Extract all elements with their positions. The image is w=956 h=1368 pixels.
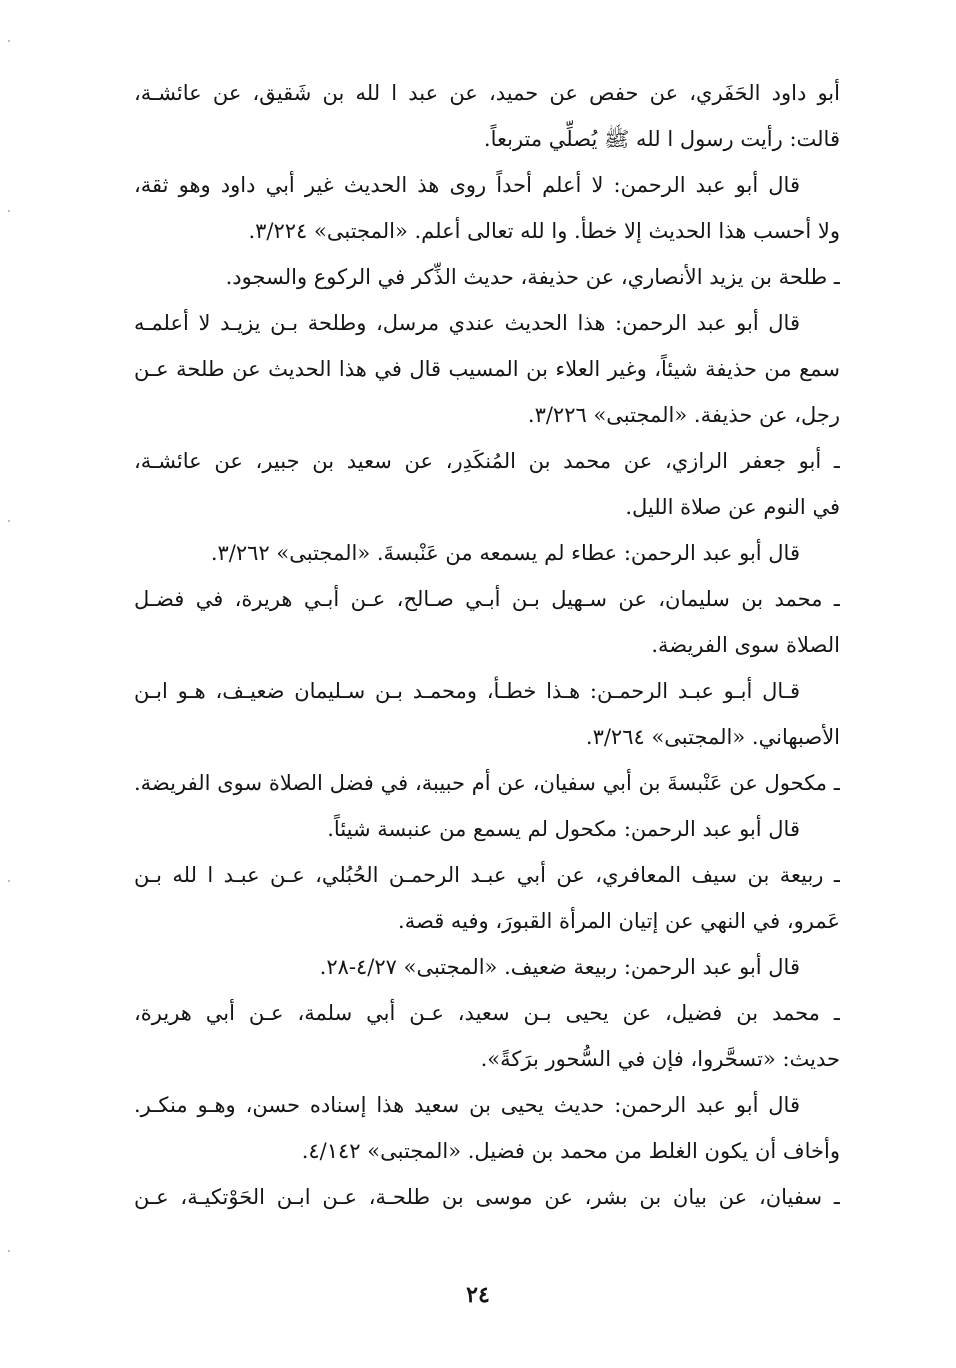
text-line: رجل، عن حذيفة. «المجتبى» ٣/٢٢٦. [527,403,840,427]
text-line: سمع من حذيفة شيئاً، وغير العلاء بن المسيب قال في هذا الحديث عن طلحة عـن [134,357,840,381]
text-line: قـال أبـو عبـد الرحمـن: هـذا خطـأ، ومحمـد بـن سـليمان ضعيـف، هـو ابـن [134,679,800,703]
text-line: ـ طلحة بن يزيد الأنصاري، عن حذيفة، حديث الذِّكر في الركوع والسجود. [225,265,840,289]
text-line: قالت: رأيت رسول ا لله ﷺ يُصلِّي متربعاً. [483,127,840,151]
text-line: قال أبو عبد الرحمن: مكحول لم يسمع من عنبسة شيئاً. [327,817,800,841]
text-line: قال أبو عبد الرحمن: حديث يحيى بن سعيد هذا إسناده حسن، وهـو منكـر. [134,1093,800,1117]
margin-mark [8,210,10,212]
margin-mark [8,880,10,882]
text-line: الأصبهاني. «المجتبى» ٣/٢٦٤. [585,725,840,749]
text-line: قال أبو عبد الرحمن: هذا الحديث عندي مرسل، وطلحة بـن يزيـد لا أعلمـه [134,311,800,335]
text-line: الصلاة سوى الفريضة. [651,633,840,657]
text-line: وأخاف أن يكون الغلط من محمد بن فضيل. «المجتبى» ٤/١٤٢. [301,1139,840,1163]
text-line: ـ محمد بن فضيل، عن يحيى بـن سعيد، عـن أبي سلمة، عـن أبي هريرة، [134,1001,840,1025]
margin-mark [8,40,10,42]
text-line: في النوم عن صلاة الليل. [625,495,840,519]
margin-mark [8,1250,10,1252]
text-line: قال أبو عبد الرحمن: ربيعة ضعيف. «المجتبى» ٤/٢٧-٢٨. [319,955,800,979]
text-line: قال أبو عبد الرحمن: عطاء لم يسمعه من عَنْبسةَ. «المجتبى» ٣/٢٦٢. [210,541,800,565]
margin-mark [8,520,10,522]
text-line: ـ أبو جعفر الرازي، عن محمد بن المُنكَدِر، عن سعيد بن جبير، عن عائشـة، [134,449,840,473]
text-line: حديث: «تسحَّروا، فإن في السُّحور برَكةً». [480,1047,840,1071]
text-line: عَمرو، في النهي عن إتيان المرأة القبورَ، وفيه قصة. [398,909,840,933]
text-line: أبو داود الحَفَري، عن حفص عن حميد، عن عبد ا لله بن شَقيق، عن عائشـة، [134,81,840,105]
body-text [134,70,840,1220]
text-line: ـ ربيعة بن سيف المعافري، عن أبي عبـد الرحمـن الحُبُلي، عـن عبـد ا لله بـن [134,863,840,887]
text-line: ولا أحسب هذا الحديث إلا خطأ. وا لله تعالى أعلم. «المجتبى» ٣/٢٢٤. [248,219,840,243]
text-line: ـ سفيان، عن بيان بن بشر، عن موسى بن طلحـة، عـن ابـن الحَوْتكيـة، عـن [134,1185,840,1209]
page-number: ٢٤ [466,1282,490,1308]
text-line: ـ مكحول عن عَنْبسةَ بن أبي سفيان، عن أم حبيبة، في فضل الصلاة سوى الفريضة. [134,771,840,795]
text-line: ـ محمد بن سليمان، عن سـهيل بـن أبـي صـالح، عـن أبـي هريرة، في فضـل [134,587,840,611]
text-line: قال أبو عبد الرحمن: لا أعلم أحداً روى هذ الحديث غير أبي داود وهو ثقة، [134,173,800,197]
